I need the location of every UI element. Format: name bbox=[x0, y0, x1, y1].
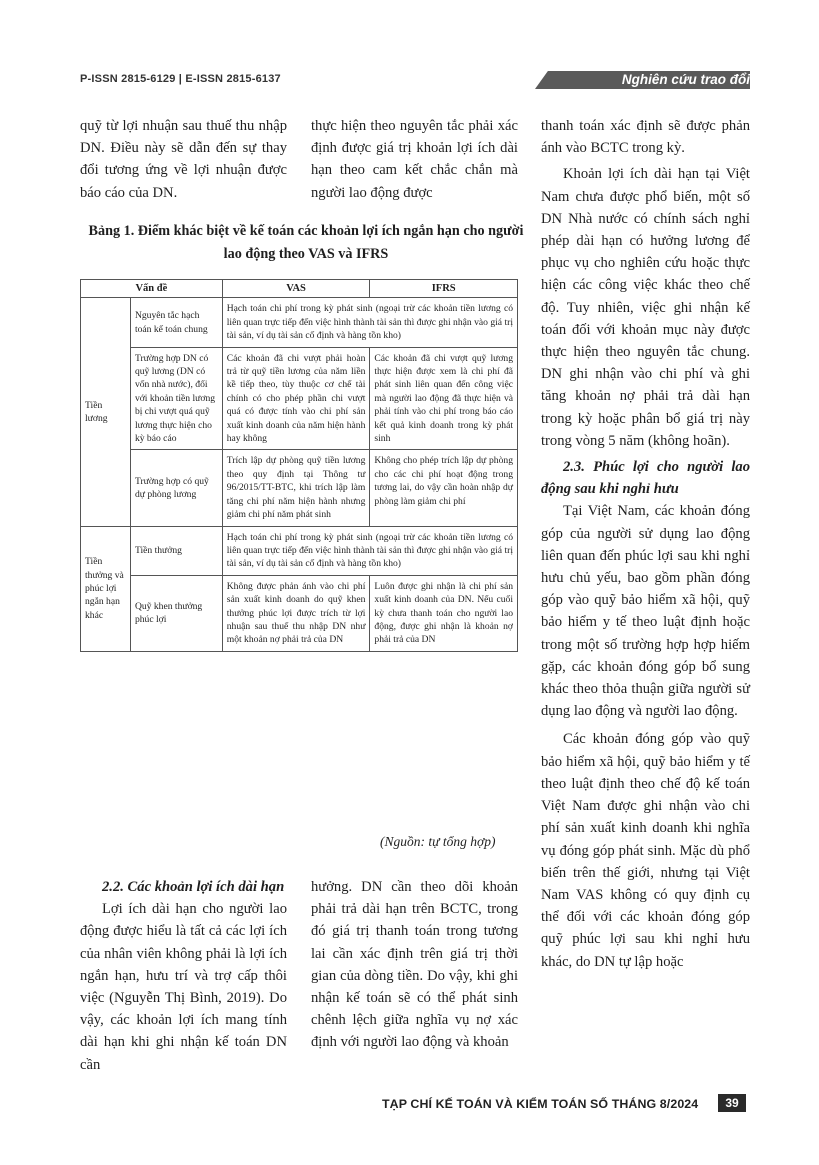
ifrs-cell: Các khoản đã chi vượt quỹ lương thực hiện được xem là chi phí đã phát sinh liên quan đến công việc mà người lao động đã thực hiện và phải tính vào chi phí trong báo cáo kết quả kinh doanh trong kỳ phát sinh bbox=[370, 347, 518, 450]
col2-bottom bbox=[311, 876, 518, 1054]
paragraph: hưởng. DN cần theo dõi khoản phải trả dài hạn trên BCTC, trong đó giá trị thanh toán trong tương lai cần xác định trên giá trị thời gian của dòng tiền. Do vậy, khi ghi nhận kế toán sẽ có thể phát sinh chênh lệch giữa nghĩa vụ nợ xác định với người lao động và khoản bbox=[311, 879, 518, 1051]
vas-cell: Không được phản ánh vào chi phí sản xuất kinh doanh do quỹ khen thưởng phúc lợi được trích từ lợi nhuận sau thuế thu nhập DN như một khoản nợ phải trả của DN bbox=[222, 575, 370, 651]
group-label-salary: Tiền lương bbox=[81, 298, 131, 526]
column-header-ifrs: IFRS bbox=[370, 280, 518, 298]
table-row bbox=[81, 526, 518, 575]
merged-cell: Hạch toán chi phí trong kỳ phát sinh (ngoại trừ các khoản tiền lương có liên quan trực tiếp đến việc hình thành tài sản thì được ghi nhận vào giá trị tài sản, ví dụ tài sản cố định và hàng tồn kho) bbox=[222, 526, 517, 575]
comparison-table bbox=[80, 279, 518, 652]
col1-top bbox=[80, 115, 287, 204]
vas-cell: Trích lập dự phòng quỹ tiền lương theo quy định tại Thông tư 96/2015/TT-BTC, khi trích lập làm tăng chi phí năm hiện hành nhưng giảm chi phí năm phát sinh bbox=[222, 450, 370, 526]
paragraph: thanh toán xác định sẽ được phản ánh vào BCTC trong kỳ. bbox=[541, 118, 750, 157]
issue-cell: Trường hợp có quỹ dự phòng lương bbox=[130, 450, 222, 526]
column-header-vas: VAS bbox=[222, 280, 370, 298]
ifrs-cell: Luôn được ghi nhận là chi phí sản xuất kinh doanh của DN. Nếu cuối kỳ chưa thanh toán cho người lao động, được ghi nhận là khoản nợ phải trả của DN bbox=[370, 575, 518, 651]
col1-bottom bbox=[80, 876, 287, 1076]
issue-cell: Nguyên tắc hạch toán kế toán chung bbox=[130, 298, 222, 347]
issue-cell: Tiền thưởng bbox=[130, 526, 222, 575]
table-row bbox=[81, 450, 518, 526]
paragraph: quỹ từ lợi nhuận sau thuế thu nhập DN. Điều này sẽ dẫn đến sự thay đổi tương ứng về lợi nhuận được báo cáo của DN. bbox=[80, 118, 287, 201]
table-row bbox=[81, 298, 518, 347]
paragraph: Khoản lợi ích dài hạn tại Việt Nam chưa được phổ biến, một số DN Nhà nước có chính sách nghỉ phép dài hạn có hưởng lương để phục vụ cho nghiên cứu hoặc thực hiện các công việc khác theo chế độ. Tuy nhiên, việc ghi nhận kế toán đối với khoản mục này được thực hiện theo nguyên tắc chung. DN ghi nhận vào chi phí và ghi tăng khoản nợ phải trả dài hạn trong kỳ hoặc phân bổ giá trị này trong vòng 5 năm (không hoãn). bbox=[541, 166, 750, 449]
issue-cell: Quỹ khen thưởng phúc lợi bbox=[130, 575, 222, 651]
table-row bbox=[81, 575, 518, 651]
merged-cell: Hạch toán chi phí trong kỳ phát sinh (ngoại trừ các khoản tiền lương có liên quan trực tiếp đến việc hình thành tài sản thì được ghi nhận vào giá trị tài sản, ví dụ tài sản cố định và hàng tồn kho) bbox=[222, 298, 517, 347]
column-header-issue: Vấn đề bbox=[81, 280, 223, 298]
table-header-row bbox=[81, 280, 518, 298]
paragraph: Lợi ích dài hạn cho người lao động được hiểu là tất cả các lợi ích của nhân viên không phải là lợi ích ngắn hạn, hưu trí và trợ cấp thôi việc (Nguyễn Thị Bình, 2019). Do vậy, các khoản lợi ích mang tính dài hạn khi ghi nhận kế toán DN cần bbox=[80, 901, 287, 1073]
page-number: 39 bbox=[718, 1094, 746, 1112]
section-heading: 2.3. Phúc lợi cho người lao động sau khi nghỉ hưu bbox=[541, 459, 750, 498]
table-row bbox=[81, 347, 518, 450]
group-label-bonus: Tiền thưởng và phúc lợi ngắn hạn khác bbox=[81, 526, 131, 651]
vas-cell: Các khoản đã chi vượt phải hoàn trả từ quỹ tiền lương của năm liền kề tiếp theo, tùy thuộc cơ chế tài chính có cho phép phần chi vượt quá có được tính vào chi phí sản xuất kinh doanh của năm hiện hành hay không bbox=[222, 347, 370, 450]
ifrs-cell: Không cho phép trích lập dự phòng cho các chi phí hoạt động trong tương lai, do vậy cần hoàn nhập dự phòng làm giảm chi phí bbox=[370, 450, 518, 526]
paragraph: Các khoản đóng góp vào quỹ bảo hiểm xã hội, quỹ bảo hiểm y tế theo luật định theo chế độ kế toán Việt Nam được ghi nhận vào chi phí sản xuất kinh doanh khi nghĩa vụ đóng góp phát sinh. Mặc dù phổ biến trên thế giới, nhưng tại Việt Nam VAS không có quy định cụ thể đối với các khoản đóng góp quỹ phúc lợi sau khi nghỉ hưu khác, do DN tự lập hoặc bbox=[541, 731, 750, 970]
section-heading: 2.2. Các khoản lợi ích dài hạn bbox=[102, 879, 285, 895]
section-title: Nghiên cứu trao đổi bbox=[621, 72, 750, 87]
table-title: Bảng 1. Điểm khác biệt về kế toán các khoản lợi ích ngắn hạn cho người lao động theo VAS và IFRS bbox=[88, 223, 524, 262]
paragraph: Tại Việt Nam, các khoản đóng góp của người sử dụng lao động liên quan đến phúc lợi sau khi nghỉ hưu chủ yếu, bao gồm phần đóng góp vào quỹ bảo hiểm xã hội, quỹ bảo hiểm y tế theo luật định hoặc trong một số trường hợp hợp hiếm gặp, các khoản đóng góp bổ sung khác theo thỏa thuận giữa người sử dụng lao động và người lao động. bbox=[541, 503, 750, 720]
col3 bbox=[541, 115, 750, 973]
issn-line: P-ISSN 2815-6129 | E-ISSN 2815-6137 bbox=[80, 73, 281, 85]
issue-cell: Trường hợp DN có quỹ lương (DN có vốn nhà nước), đối với khoản tiền lương bị chi vượt quá quỹ lương thực hiện cho kỳ báo cáo bbox=[130, 347, 222, 450]
table-source: (Nguồn: tự tổng hợp) bbox=[380, 834, 496, 849]
col2-top bbox=[311, 115, 518, 204]
paragraph: thực hiện theo nguyên tắc phải xác định được giá trị khoản lợi ích dài hạn theo cam kết chắc chắn mà người lao động được bbox=[311, 118, 518, 201]
journal-footer: TẠP CHÍ KẾ TOÁN VÀ KIỂM TOÁN SỐ THÁNG 8/2024 bbox=[382, 1097, 699, 1111]
